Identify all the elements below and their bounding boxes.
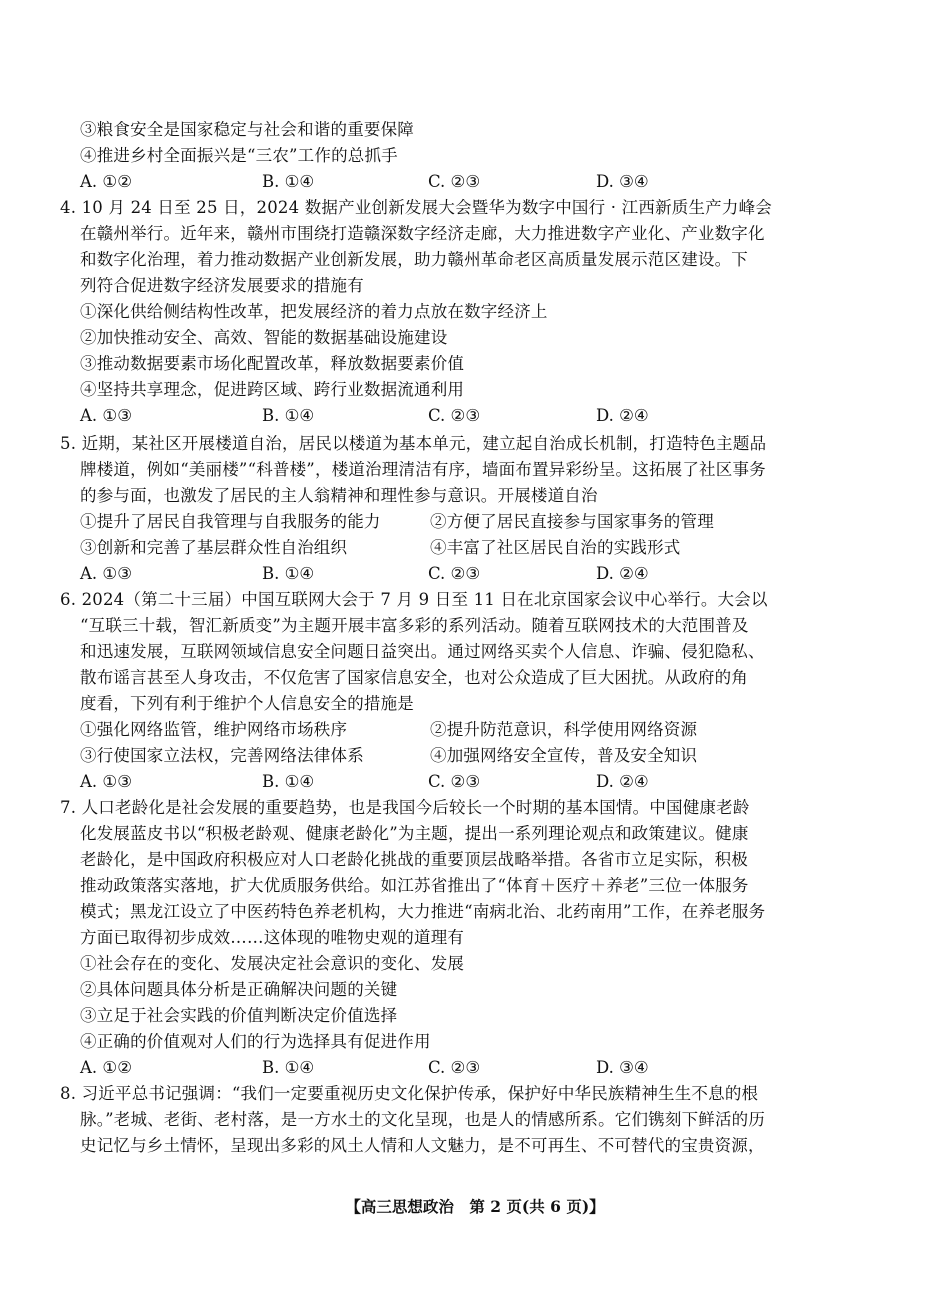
q4-stem-line-2: 在赣州举行。近年来，赣州市围绕打造赣深数字经济走廊，大力推进数字产业化、产业数字化 [80, 224, 765, 243]
q6-item-1: ①强化网络监管，维护网络市场秩序 [80, 720, 348, 739]
q8-stem-line-3: 史记忆与乡土情怀，呈现出多彩的风土人情和人文魅力，是不可再生、不可替代的宝贵资源， [80, 1136, 765, 1155]
q6-item-3: ③行使国家立法权，完善网络法律体系 [80, 746, 364, 765]
q8-stem-line-1: 8. 习近平总书记强调：“我们一定要重视历史文化保护传承，保护好中华民族精神生生不息的根 [60, 1084, 759, 1103]
q6-option-d: D. ②④ [596, 772, 649, 791]
q5-option-a: A. ①③ [80, 564, 132, 583]
page-footer: 【高三思想政治 第 2 页(共 6 页)】 [345, 1197, 605, 1216]
q5-stem-line-2: 牌楼道，例如“美丽楼”“科普楼”，楼道治理清洁有序，墙面布置异彩纷呈。这拓展了社区事务 [80, 460, 766, 479]
q7-option-b: B. ①④ [262, 1058, 315, 1077]
q6-stem-line-5: 度看，下列有利于维护个人信息安全的措施是 [80, 694, 414, 713]
q7-stem-line-4: 推动政策落实落地，扩大优质服务供给。如江苏省推出了“体育＋医疗＋养老”三位一体服务 [80, 876, 749, 895]
q6-stem-line-2: “互联三十载，智汇新质变”为主题开展丰富多彩的系列活动。随着互联网技术的大范围普及 [80, 616, 749, 635]
q7-item-3: ③立足于社会实践的价值判断决定价值选择 [80, 1006, 398, 1025]
q4-stem-line-1: 4. 10 月 24 日至 25 日，2024 数据产业创新发展大会暨华为数字中国行 · 江西新质生产力峰会 [60, 198, 772, 217]
q3-option-b: B. ①④ [262, 172, 315, 191]
q6-option-b: B. ①④ [262, 772, 315, 791]
q6-option-a: A. ①③ [80, 772, 132, 791]
q4-item-4: ④坚持共享理念，促进跨区域、跨行业数据流通利用 [80, 380, 465, 399]
q5-item-1: ①提升了居民自我管理与自我服务的能力 [80, 512, 381, 531]
q5-option-b: B. ①④ [262, 564, 315, 583]
q7-item-2: ②具体问题具体分析是正确解决问题的关键 [80, 980, 398, 999]
q4-item-2: ②加快推动安全、高效、智能的数据基础设施建设 [80, 328, 448, 347]
q7-item-1: ①社会存在的变化、发展决定社会意识的变化、发展 [80, 954, 465, 973]
q7-item-4: ④正确的价值观对人们的行为选择具有促进作用 [80, 1032, 431, 1051]
q4-stem-line-4: 列符合促进数字经济发展要求的措施有 [80, 276, 364, 295]
q6-stem-line-4: 散布谣言甚至人身攻击，不仅危害了国家信息安全，也对公众造成了巨大困扰。从政府的角 [80, 668, 748, 687]
q5-stem-line-1: 5. 近期，某社区开展楼道自治，居民以楼道为基本单元，建立起自治成长机制，打造特色主题品 [60, 434, 767, 453]
q6-item-4: ④加强网络安全宣传，普及安全知识 [430, 746, 698, 765]
q7-stem-line-5: 模式；黑龙江设立了中医药特色养老机构，大力推进“南病北治、北药南用”工作，在养老服务 [80, 902, 766, 921]
q3-option-c: C. ②③ [428, 172, 481, 191]
q5-item-4: ④丰富了社区居民自治的实践形式 [430, 538, 681, 557]
q3-item-3: ③粮食安全是国家稳定与社会和谐的重要保障 [80, 120, 414, 139]
q6-stem-line-1: 6. 2024（第二十三届）中国互联网大会于 7 月 9 日至 11 日在北京国家会议中心举行。大会以 [60, 590, 768, 609]
q6-option-c: C. ②③ [428, 772, 481, 791]
q4-option-b: B. ①④ [262, 406, 315, 425]
q5-option-c: C. ②③ [428, 564, 481, 583]
q3-option-d: D. ③④ [596, 172, 649, 191]
q6-stem-line-3: 和迅速发展，互联网领域信息安全问题日益突出。通过网络买卖个人信息、诈骗、侵犯隐私、 [80, 642, 765, 661]
q7-stem-line-6: 方面已取得初步成效……这体现的唯物史观的道理有 [80, 928, 465, 947]
q5-item-2: ②方便了居民直接参与国家事务的管理 [430, 512, 714, 531]
q7-stem-line-3: 老龄化，是中国政府积极应对人口老龄化挑战的重要顶层战略举措。各省市立足实际，积极 [80, 850, 748, 869]
q3-item-4: ④推进乡村全面振兴是“三农”工作的总抓手 [80, 146, 398, 165]
q4-item-1: ①深化供给侧结构性改革，把发展经济的着力点放在数字经济上 [80, 302, 548, 321]
q4-option-c: C. ②③ [428, 406, 481, 425]
q7-option-a: A. ①② [80, 1058, 132, 1077]
q4-option-d: D. ②④ [596, 406, 649, 425]
q7-option-d: D. ③④ [596, 1058, 649, 1077]
q4-option-a: A. ①③ [80, 406, 132, 425]
q4-item-3: ③推动数据要素市场化配置改革，释放数据要素价值 [80, 354, 465, 373]
q5-option-d: D. ②④ [596, 564, 649, 583]
q7-stem-line-2: 化发展蓝皮书以“积极老龄观、健康老龄化”为主题，提出一系列理论观点和政策建议。健康 [80, 824, 749, 843]
q6-item-2: ②提升防范意识，科学使用网络资源 [430, 720, 698, 739]
q4-stem-line-3: 和数字化治理，着力推动数据产业创新发展，助力赣州革命老区高质量发展示范区建设。下 [80, 250, 748, 269]
q8-stem-line-2: 脉。”老城、老街、老村落，是一方水土的文化呈现，也是人的情感所系。它们镌刻下鲜活的历 [80, 1110, 766, 1129]
q5-item-3: ③创新和完善了基层群众性自治组织 [80, 538, 348, 557]
q7-stem-line-1: 7. 人口老龄化是社会发展的重要趋势，也是我国今后较长一个时期的基本国情。中国健康老龄 [60, 798, 750, 817]
q3-option-a: A. ①② [80, 172, 132, 191]
q7-option-c: C. ②③ [428, 1058, 481, 1077]
q5-stem-line-3: 的参与面，也激发了居民的主人翁精神和理性参与意识。开展楼道自治 [80, 486, 598, 505]
